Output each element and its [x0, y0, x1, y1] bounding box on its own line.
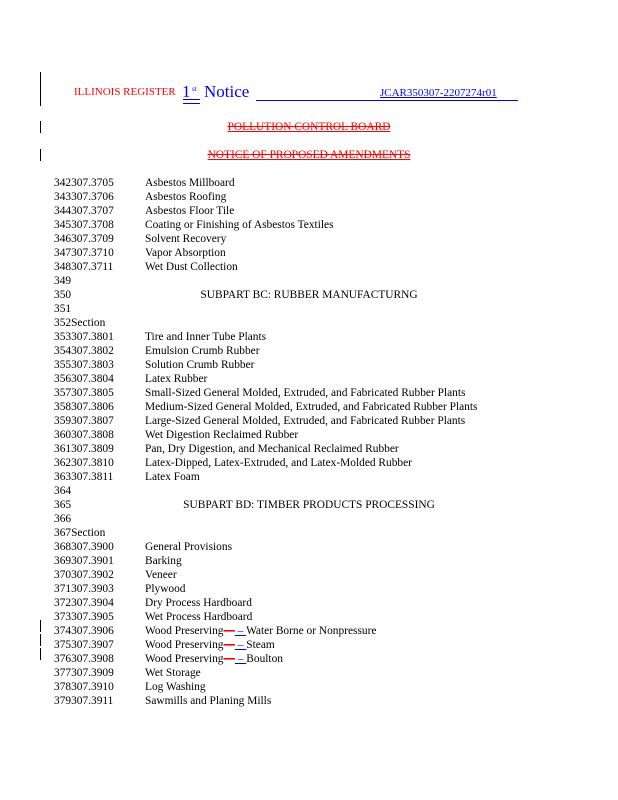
title-prefix: Wood Preserving — [145, 639, 224, 651]
section-title: Wet Digestion Reclaimed Rubber — [145, 429, 299, 441]
section-title: Latex-Dipped, Latex-Extruded, and Latex-Molded Rubber — [145, 457, 412, 469]
line-number: 358307.3806 — [54, 401, 114, 413]
notice-label: Notice — [204, 82, 250, 101]
deleted-dash: — — [223, 639, 235, 651]
section-title: Veneer — [145, 569, 177, 581]
issue-number: 1 — [182, 82, 191, 101]
line-number: 378307.3910 — [54, 681, 114, 693]
line-number: 365 — [54, 499, 72, 511]
line-number: 347307.3710 — [54, 247, 114, 259]
inserted-dash: – — [234, 639, 247, 651]
board-title-line — [0, 121, 618, 133]
section-title: Tire and Inner Tube Plants — [145, 331, 267, 343]
section-title: Asbestos Roofing — [145, 191, 227, 203]
section-title — [145, 639, 275, 651]
line-number: 353307.3801 — [54, 331, 114, 343]
line-number: 355307.3803 — [54, 359, 114, 371]
header-underline — [256, 100, 518, 101]
line-number: 368307.3900 — [54, 541, 114, 553]
line-number: 345307.3708 — [54, 219, 114, 231]
section-title: Log Washing — [145, 681, 206, 693]
line-number: 370307.3902 — [54, 569, 114, 581]
line-number: 349 — [54, 275, 72, 287]
line-number: 369307.3901 — [54, 555, 114, 567]
section-title: Sawmills and Planing Mills — [145, 695, 272, 707]
section-title: Vapor Absorption — [145, 247, 226, 259]
change-bar — [40, 634, 41, 646]
document-code: JCAR350307-2207274r01 — [380, 87, 497, 99]
register-title: ILLINOIS REGISTER — [74, 86, 176, 98]
change-bar — [40, 648, 41, 660]
title-suffix: Steam — [246, 639, 275, 651]
section-title: Medium-Sized General Molded, Extruded, and Fabricated Rubber Plants — [145, 401, 478, 413]
line-number — [54, 527, 105, 539]
line-number: 344307.3707 — [54, 205, 114, 217]
section-title: Wet Process Hardboard — [145, 611, 253, 623]
section-title: Solvent Recovery — [145, 233, 227, 245]
inserted-dash: – — [234, 625, 247, 637]
line-number: 375307.3907 — [54, 639, 114, 651]
title-prefix: Wood Preserving — [145, 653, 224, 665]
line-number: 351 — [54, 303, 72, 315]
line-number: 343307.3706 — [54, 191, 114, 203]
section-title: General Provisions — [145, 541, 232, 553]
section-title: Wet Storage — [145, 667, 201, 679]
section-title: Asbestos Millboard — [145, 177, 235, 189]
section-title: Plywood — [145, 583, 186, 595]
section-title: Small-Sized General Molded, Extruded, and Fabricated Rubber Plants — [145, 387, 466, 399]
section-title: Coating or Finishing of Asbestos Textiles — [145, 219, 334, 231]
notice-title: NOTICE OF PROPOSED AMENDMENTS — [207, 149, 411, 161]
line-number: 354307.3802 — [54, 345, 114, 357]
line-number: 363307.3811 — [54, 471, 114, 483]
board-title: POLLUTION CONTROL BOARD — [227, 121, 391, 133]
line-number: 377307.3909 — [54, 667, 114, 679]
section-title: Emulsion Crumb Rubber — [145, 345, 260, 357]
section-title: Asbestos Floor Tile — [145, 205, 235, 217]
section-title: Solution Crumb Rubber — [145, 359, 255, 371]
line-number: 356307.3804 — [54, 373, 114, 385]
line-number: 360307.3808 — [54, 429, 114, 441]
line-number: 342307.3705 — [54, 177, 114, 189]
line-number: 374307.3906 — [54, 625, 114, 637]
line-number: 379307.3911 — [54, 695, 114, 707]
line-number: 357307.3805 — [54, 387, 114, 399]
line-number: 361307.3809 — [54, 443, 114, 455]
notice-title-line — [0, 149, 618, 161]
line-number: 364 — [54, 485, 72, 497]
line-number: 350 — [54, 289, 72, 301]
section-title: Latex Foam — [145, 471, 200, 483]
section-title — [145, 625, 376, 637]
section-title: Pan, Dry Digestion, and Mechanical Reclaimed Rubber — [145, 443, 399, 455]
section-title: Barking — [145, 555, 182, 567]
insert-double-underline — [183, 99, 200, 104]
subpart-heading: SUBPART BD: TIMBER PRODUCTS PROCESSING — [183, 499, 435, 511]
section-label: Section — [71, 527, 106, 539]
line-number: 346307.3709 — [54, 233, 114, 245]
line-number-value: 352 — [54, 317, 72, 329]
line-number: 372307.3904 — [54, 597, 114, 609]
line-number: 373307.3905 — [54, 611, 114, 623]
section-title: Latex Rubber — [145, 373, 208, 385]
section-title — [145, 653, 283, 665]
line-number: 376307.3908 — [54, 653, 114, 665]
line-number-value: 367 — [54, 527, 72, 539]
line-number: 366 — [54, 513, 72, 525]
issue-suffix: st — [192, 85, 197, 93]
line-number: 359307.3807 — [54, 415, 114, 427]
line-number — [54, 317, 105, 329]
line-number: 371307.3903 — [54, 583, 114, 595]
subpart-heading: SUBPART BC: RUBBER MANUFACTURNG — [200, 289, 418, 301]
section-title: Dry Process Hardboard — [145, 597, 252, 609]
section-title: Wet Dust Collection — [145, 261, 238, 273]
line-number: 348307.3711 — [54, 261, 114, 273]
section-label: Section — [71, 317, 106, 329]
change-bar — [40, 620, 41, 632]
line-number: 362307.3810 — [54, 457, 114, 469]
section-title: Large-Sized General Molded, Extruded, and Fabricated Rubber Plants — [145, 415, 466, 427]
title-prefix: Wood Preserving — [145, 625, 224, 637]
change-bar — [40, 72, 41, 106]
title-suffix: Boulton — [246, 653, 283, 665]
title-suffix: Water Borne or Nonpressure — [246, 625, 377, 637]
deleted-dash: — — [223, 653, 235, 665]
deleted-dash: — — [223, 625, 235, 637]
inserted-dash: – — [234, 653, 247, 665]
